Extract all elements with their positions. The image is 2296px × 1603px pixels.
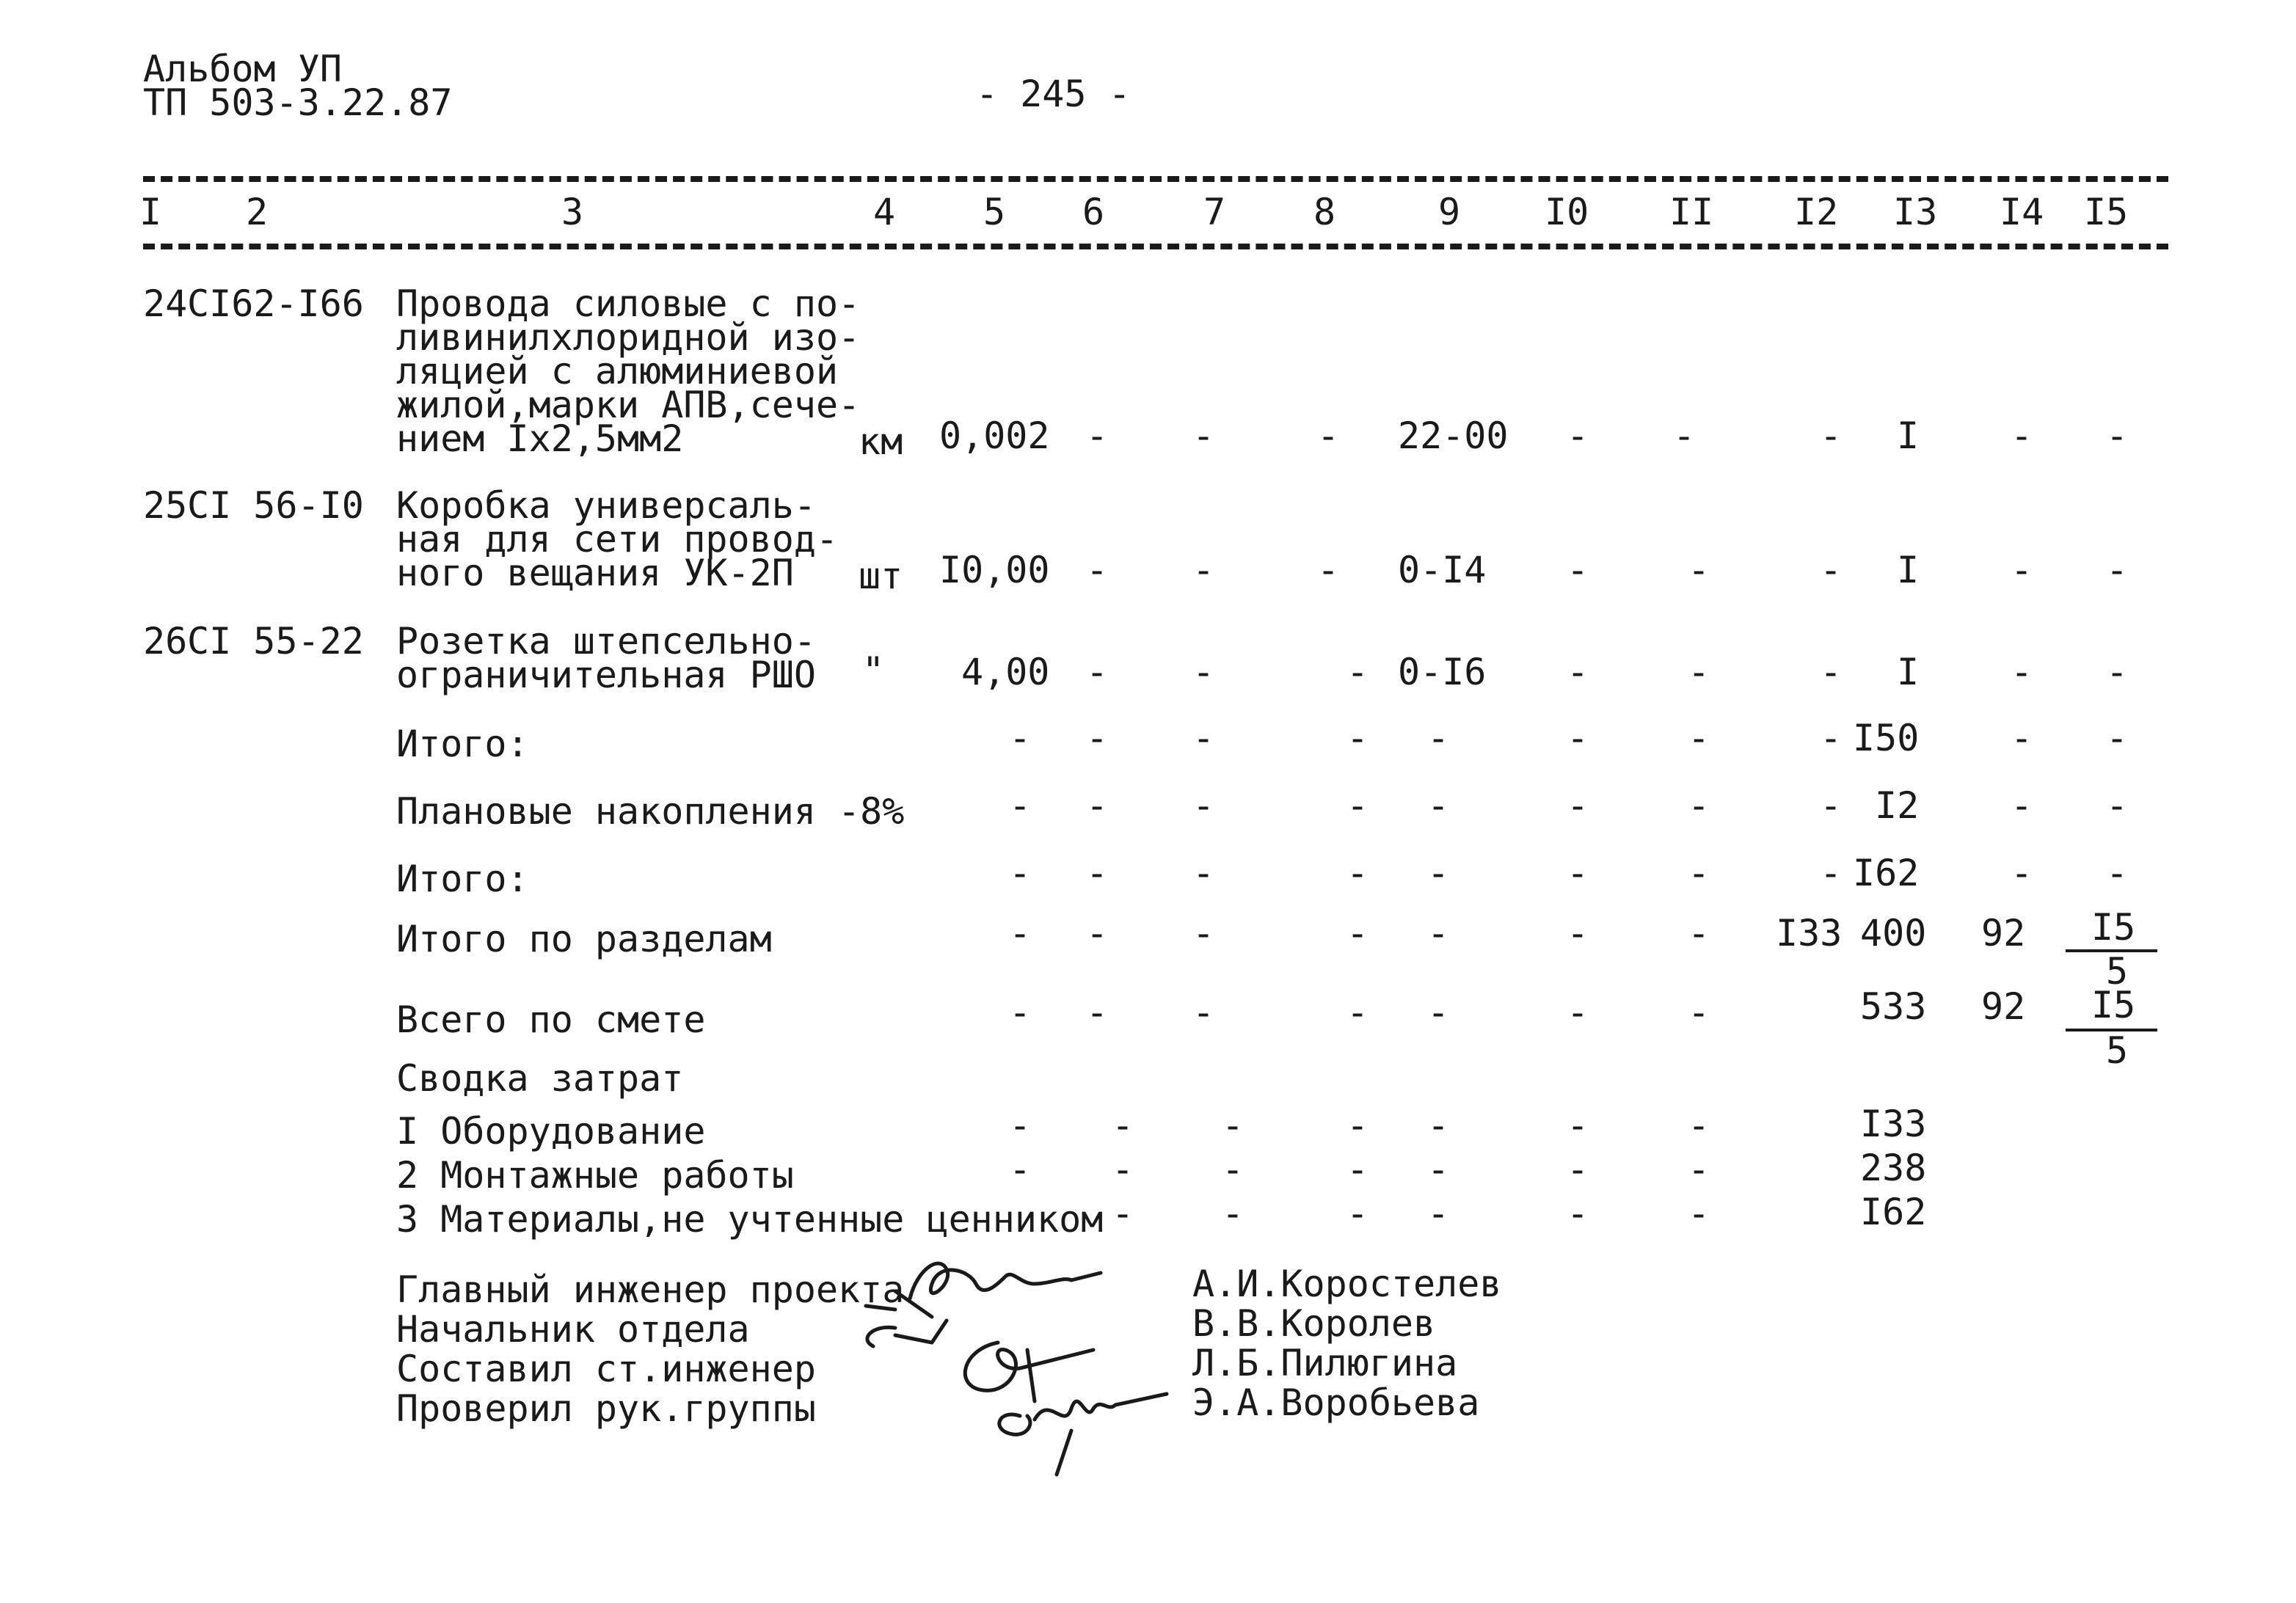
- cell-8: -: [1346, 717, 1369, 759]
- cell-8: -: [1346, 1148, 1369, 1191]
- cell-12: -: [1820, 415, 1843, 457]
- cell-8: -: [1346, 991, 1369, 1034]
- signature-role: Главный инженер проекта: [396, 1268, 905, 1311]
- col-header: 5: [983, 191, 1006, 233]
- cell-11: -: [1688, 549, 1710, 591]
- cell-12: -: [1820, 784, 1843, 827]
- item-number: 24: [143, 282, 188, 325]
- item-desc-line: жилой,марки АПВ,сече-: [396, 384, 861, 426]
- item-desc-line: ного вещания УК-2П: [396, 552, 794, 594]
- cell-11: -: [1673, 415, 1696, 457]
- cell-10: -: [1567, 549, 1589, 591]
- cell-9: 0-I6: [1398, 651, 1487, 693]
- summary-title: Сводка затрат: [396, 1057, 684, 1100]
- summary-label: 3 Материалы,не учтенные ценником: [396, 1198, 1104, 1241]
- cell-9: -: [1427, 1192, 1450, 1235]
- cell-8: -: [1346, 1104, 1369, 1147]
- cell-8b: -: [1346, 1192, 1369, 1235]
- cell-10: -: [1567, 991, 1589, 1034]
- cell-7: -: [1222, 1148, 1244, 1191]
- cell-10: -: [1567, 717, 1589, 759]
- col-header: 4: [873, 191, 896, 233]
- header-rule-bottom: [143, 244, 2168, 249]
- item-desc-line: ная для сети провод-: [396, 518, 839, 560]
- cell-6: -: [1086, 991, 1109, 1034]
- summary-value: I62: [1860, 1191, 1927, 1233]
- cell-5: -: [1009, 852, 1032, 894]
- signature-role: Начальник отдела: [396, 1308, 750, 1351]
- col-header: 7: [1203, 191, 1226, 233]
- cell-11: -: [1688, 852, 1710, 894]
- cell-14: -: [2011, 852, 2033, 894]
- cell-15-numerator: I5: [2091, 906, 2136, 949]
- item-desc-line: Розетка штепсельно-: [396, 620, 816, 662]
- cell-6: -: [1112, 1148, 1134, 1191]
- item-code: CI 55-22: [187, 620, 364, 662]
- item-number: 26: [143, 620, 188, 662]
- cell-13: I50: [1853, 717, 1920, 759]
- cell-10: -: [1567, 912, 1589, 954]
- cell-15: -: [2106, 549, 2129, 591]
- cell-6: -: [1112, 1104, 1134, 1147]
- cell-5: -: [1009, 1104, 1032, 1147]
- signature-name: Э.А.Воробьева: [1192, 1381, 1480, 1424]
- cell-8: -: [1346, 784, 1369, 827]
- cell-11: -: [1688, 717, 1710, 759]
- col-header: I5: [2084, 191, 2129, 233]
- cell-12: -: [1820, 651, 1843, 693]
- cell-7: -: [1222, 1104, 1244, 1147]
- cell-7: -: [1192, 784, 1215, 827]
- item-unit: шт: [859, 555, 903, 597]
- item-qty: 4,00: [961, 651, 1050, 693]
- cell-9: -: [1427, 1148, 1450, 1191]
- cell-9: -: [1427, 717, 1450, 759]
- cell-14: -: [2011, 549, 2033, 591]
- col-header: I3: [1893, 191, 1938, 233]
- col-header: 2: [246, 191, 269, 233]
- cell-11: -: [1688, 912, 1710, 954]
- cell-11: -: [1688, 784, 1710, 827]
- cell-14: -: [2011, 717, 2033, 759]
- signature-name: Л.Б.Пилюгина: [1192, 1342, 1458, 1384]
- cell-14: 92: [1981, 912, 2026, 954]
- col-header: 9: [1438, 191, 1461, 233]
- col-header: I: [139, 191, 162, 233]
- cell-6: -: [1086, 852, 1109, 894]
- item-code: CI 56-I0: [187, 484, 364, 527]
- totals-label: Итого:: [396, 858, 529, 900]
- cell-9: -: [1427, 1104, 1450, 1147]
- cell-12: -: [1820, 852, 1843, 894]
- cell-15: -: [2106, 415, 2129, 457]
- cell-5: -: [1009, 1148, 1032, 1191]
- project-code: ТП 503-3.22.87: [143, 81, 453, 124]
- cell-7: -: [1192, 651, 1215, 693]
- cell-7: -: [1192, 852, 1215, 894]
- cell-10: -: [1567, 1148, 1589, 1191]
- cell-5: -: [1009, 784, 1032, 827]
- cell-15: -: [2106, 784, 2129, 827]
- cell-13: I62: [1853, 852, 1920, 894]
- cell-5: -: [1009, 991, 1032, 1034]
- cell-13: I: [1897, 415, 1920, 457]
- cell-7: -: [1192, 549, 1215, 591]
- cell-14: -: [2011, 784, 2033, 827]
- cell-10: -: [1567, 1192, 1589, 1235]
- totals-label: Всего по смете: [396, 998, 706, 1041]
- cell-11: -: [1688, 1104, 1710, 1147]
- cell-14: 92: [1981, 985, 2026, 1028]
- cell-6: -: [1086, 651, 1109, 693]
- item-desc-line: ливинилхлоридной изо-: [396, 316, 861, 359]
- cell-5: -: [1009, 912, 1032, 954]
- cell-9: 0-I4: [1398, 549, 1487, 591]
- cell-6: -: [1086, 784, 1109, 827]
- totals-label: Итого:: [396, 723, 529, 765]
- cell-9: -: [1427, 784, 1450, 827]
- cell-6: -: [1086, 912, 1109, 954]
- cell-15-denominator: 5: [2106, 950, 2129, 993]
- cell-5: -: [1009, 717, 1032, 759]
- cell-15: -: [2106, 651, 2129, 693]
- cell-6: -: [1086, 549, 1109, 591]
- summary-label: 2 Монтажные работы: [396, 1154, 794, 1197]
- col-header: 6: [1082, 191, 1105, 233]
- cell-14: -: [2011, 651, 2033, 693]
- cell-11: -: [1688, 651, 1710, 693]
- cell-10: -: [1567, 1104, 1589, 1147]
- cell-7: -: [1192, 717, 1215, 759]
- cell-15-denominator: 5: [2106, 1029, 2129, 1072]
- cell-15: -: [2106, 852, 2129, 894]
- item-qty: I0,00: [939, 549, 1050, 591]
- cell-10: -: [1567, 415, 1589, 457]
- handwritten-signatures: [851, 1240, 1203, 1482]
- cell-9: -: [1427, 852, 1450, 894]
- cell-11: -: [1688, 1192, 1710, 1235]
- header-rule-top: [143, 176, 2168, 182]
- cell-8: -: [1346, 651, 1369, 693]
- col-header: 3: [561, 191, 584, 233]
- item-qty: 0,002: [939, 415, 1050, 457]
- cell-9: -: [1427, 991, 1450, 1034]
- cell-11: -: [1688, 1148, 1710, 1191]
- item-unit: ": [862, 649, 885, 692]
- cell-9: -: [1427, 912, 1450, 954]
- cell-12: I33: [1776, 912, 1843, 954]
- cell-6: -: [1086, 415, 1109, 457]
- item-unit: км: [859, 420, 903, 463]
- cell-8: -: [1317, 549, 1340, 591]
- item-desc-line: Провода силовые с по-: [396, 282, 861, 325]
- cell-8: -: [1346, 912, 1369, 954]
- cell-8: -: [1346, 852, 1369, 894]
- col-header: I0: [1545, 191, 1589, 233]
- cell-10: -: [1567, 852, 1589, 894]
- summary-label: I Оборудование: [396, 1110, 706, 1153]
- cell-6: -: [1086, 717, 1109, 759]
- cell-10: -: [1567, 651, 1589, 693]
- album-label: Альбом УП: [143, 48, 342, 90]
- cell-14: -: [2011, 415, 2033, 457]
- signature-name: А.И.Коростелев: [1192, 1263, 1502, 1305]
- signature-name: В.В.Королев: [1192, 1302, 1436, 1345]
- signature-role: Составил ст.инженер: [396, 1348, 816, 1390]
- cell-15: -: [2106, 717, 2129, 759]
- cell-12: -: [1820, 717, 1843, 759]
- page-number: - 245 -: [976, 73, 1131, 115]
- item-desc-line: нием Iх2,5мм2: [396, 417, 684, 460]
- item-desc-line: ляцией с алюминиевой: [396, 350, 839, 392]
- col-header: II: [1669, 191, 1714, 233]
- summary-value: I33: [1860, 1103, 1927, 1145]
- cell-11: -: [1688, 991, 1710, 1034]
- cell-10: -: [1567, 784, 1589, 827]
- cell-7: -: [1192, 415, 1215, 457]
- item-code: CI62-I66: [187, 282, 364, 325]
- totals-label: Итого по разделам: [396, 918, 772, 960]
- totals-label: Плановые накопления -8%: [396, 790, 905, 833]
- cell-13: 400: [1860, 912, 1927, 954]
- cell-7: -: [1192, 912, 1215, 954]
- cell-13: I: [1897, 651, 1920, 693]
- cell-13: I2: [1875, 784, 1920, 827]
- item-desc-line: ограничительная РШО: [396, 654, 816, 696]
- col-header: I2: [1794, 191, 1839, 233]
- signature-role: Проверил рук.группы: [396, 1387, 816, 1430]
- cell-9: 22-00: [1398, 415, 1509, 457]
- col-header: I4: [2000, 191, 2044, 233]
- cell-7: -: [1112, 1192, 1134, 1235]
- col-header: 8: [1313, 191, 1336, 233]
- cell-7: -: [1192, 991, 1215, 1034]
- cell-12: -: [1820, 549, 1843, 591]
- cell-13: 533: [1860, 985, 1927, 1028]
- cell-8: -: [1222, 1192, 1244, 1235]
- cell-13: I: [1897, 549, 1920, 591]
- cell-15-numerator: I5: [2091, 984, 2136, 1026]
- item-desc-line: Коробка универсаль-: [396, 484, 816, 527]
- summary-value: 238: [1860, 1147, 1927, 1189]
- cell-8: -: [1317, 415, 1340, 457]
- item-number: 25: [143, 484, 188, 527]
